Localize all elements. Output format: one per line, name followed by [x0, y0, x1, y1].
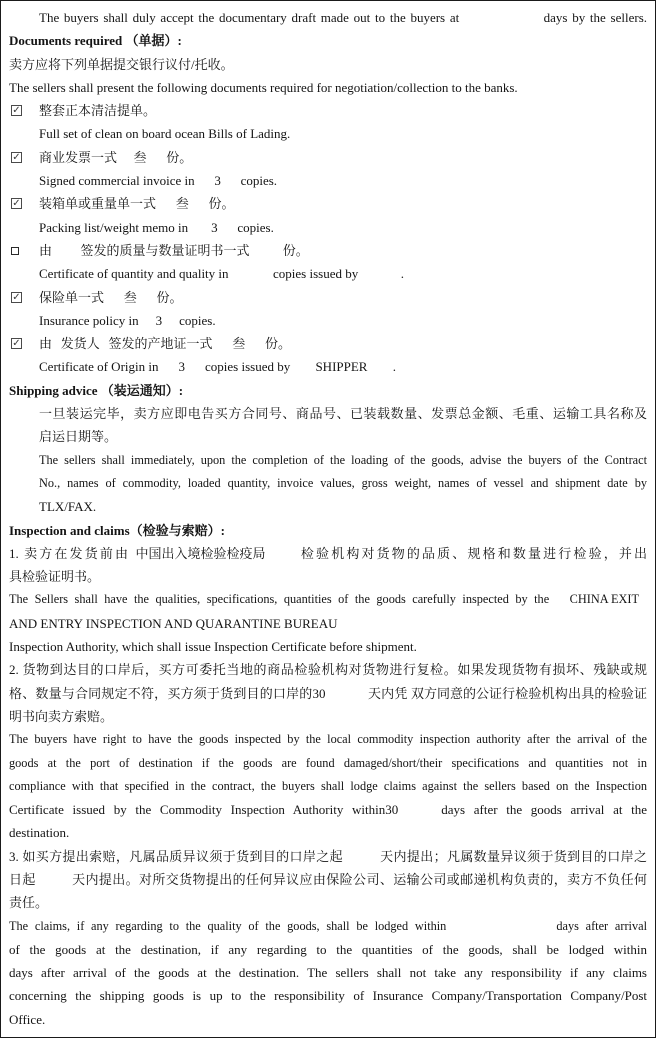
text-run: copies issued by [201, 359, 294, 375]
text-run: TLX/FAX. [39, 499, 97, 515]
blank-field-value: 叁 [117, 146, 163, 169]
text-line [9, 192, 647, 215]
text-run: 格、数量与合同规定不符，买方须于货到目的口岸的 [9, 685, 313, 701]
text-line [9, 286, 647, 309]
text-run: of the goods at the destination, if any regarding to the quantities of the goods, shall be lodged within [9, 941, 647, 957]
text-line [9, 332, 647, 355]
text-run: Certificate issued by the Commodity Inspection Authority within [9, 802, 386, 818]
text-line [9, 938, 647, 961]
text-run: 签发的产地证一式 [105, 336, 216, 352]
text-line [9, 262, 647, 285]
text-run: The sellers shall present the following documents required for negotiation/collection to the banks. [9, 79, 518, 95]
text-line [9, 915, 647, 938]
blank-field-empty [55, 239, 77, 262]
text-line [9, 635, 647, 658]
text-run: 启运日期等。 [39, 429, 118, 445]
blank-field-value: 3 [195, 169, 241, 192]
text-run: 份。 [282, 242, 309, 258]
text-line [9, 891, 647, 914]
text-line [9, 775, 647, 798]
checkbox-unchecked-icon [11, 247, 19, 255]
text-run: copies. [237, 219, 274, 235]
text-line [9, 449, 647, 472]
blank-field-empty [362, 262, 398, 285]
checkbox-checked-icon [11, 292, 22, 303]
text-run: 整套正本清洁提单。 [39, 103, 157, 119]
text-line [9, 565, 647, 588]
text-run: Shipping advice （装运通知）: [9, 382, 184, 398]
text-line [9, 53, 647, 76]
text-run: 日起 [9, 871, 36, 887]
text-run: 由 [39, 242, 56, 258]
text-line [9, 239, 647, 262]
text-run: Documents required （单据）: [9, 33, 182, 49]
text-line [9, 402, 647, 425]
text-run: . [389, 359, 396, 375]
text-line [9, 29, 647, 52]
text-run: 检验机构对货物的品质、规格和数量进行检验，并出 [295, 545, 647, 561]
blank-field-empty [232, 262, 270, 285]
blank-field-empty [464, 6, 539, 29]
text-run: 卖方应将下列单据提交银行议付/托收。 [9, 56, 234, 72]
text-line [9, 1008, 647, 1031]
text-run: No., names of commodity, loaded quantity, invoice values, gross weight, names of vessel and shipment date by [39, 475, 647, 490]
blank-field-value: 双方同意的公证行 [411, 682, 515, 705]
text-run: days by the sellers. [538, 10, 647, 25]
text-line [9, 682, 647, 705]
text-line [9, 798, 647, 821]
text-run: 检验机构出具的检验证 [515, 685, 647, 701]
blank-field-value: 30 [313, 682, 365, 705]
text-run: 天内提出；凡属数量异议须于货到目的口岸之 [376, 848, 647, 864]
checkbox-checked-icon [11, 338, 22, 349]
text-run: 装箱单或重量单一式 [39, 196, 160, 212]
text-run: 责任。 [9, 895, 49, 911]
text-run: The buyers shall duly accept the documentary draft made out to the buyers at [39, 10, 464, 25]
text-line [9, 216, 647, 239]
blank-field-value: 发货人 [55, 332, 105, 355]
text-run: Office. [9, 1011, 46, 1027]
text-run: 3. 如买方提出索赔，凡属品质异议须于货到目的口岸之起 [9, 848, 347, 864]
text-run: Inspection Authority, which shall issue Inspection Certificate before shipment. [9, 639, 417, 655]
text-line [9, 658, 647, 681]
text-run: 份。 [153, 289, 183, 305]
text-line [9, 472, 647, 495]
text-run: 保险单一式 [39, 289, 108, 305]
text-run: Certificate of quantity and quality in [39, 266, 232, 282]
blank-field-value: 叁 [216, 332, 262, 355]
text-run: Insurance policy in [39, 312, 142, 328]
text-run: concerning the shipping goods is up to the responsibility of Insurance Company/Transportation Company/Post [9, 988, 647, 1004]
text-run: goods at the port of destination if the goods are found damaged/short/their specifications and quantities not in [9, 755, 647, 770]
text-line [9, 6, 647, 29]
blank-field-empty [253, 239, 283, 262]
text-run: Certificate of Origin in [39, 359, 162, 375]
text-line [9, 705, 647, 728]
text-line [9, 122, 647, 145]
text-line [9, 76, 647, 99]
text-run: The Sellers shall have the qualities, specifications, quantities of the goods carefully inspected by the [9, 592, 556, 607]
text-run: 1. 卖方在发货前由 [9, 545, 136, 561]
text-run: compliance with that specified in the contract, the buyers shall lodge claims against the sellers based on the Inspection [9, 778, 647, 793]
text-run: . [397, 266, 404, 282]
text-run: destination. [9, 825, 70, 841]
text-run: Signed commercial invoice in [39, 173, 195, 189]
text-run: 签发的质量与数量证明书一式 [77, 242, 253, 258]
text-run: copies. [175, 312, 216, 328]
text-run: days after arrival [556, 918, 647, 933]
text-run: Full set of clean on board ocean Bills of Lading. [39, 126, 291, 142]
blank-field-value: SHIPPER [293, 355, 389, 378]
text-line [9, 821, 647, 844]
text-run: days after arrival of the goods at the destination. The sellers shall not take any responsibility if any claims [9, 965, 647, 981]
text-line [9, 425, 647, 448]
text-run: 商业发票一式 [39, 149, 118, 165]
text-line [9, 519, 647, 542]
text-line [9, 355, 647, 378]
text-line [9, 309, 647, 332]
blank-field-empty [36, 868, 72, 891]
text-run: copies. [240, 173, 278, 189]
text-run: The buyers have right to have the goods inspected by the local commodity inspection authority after the arrival of the [9, 732, 647, 747]
text-line [9, 612, 647, 635]
text-run: Packing list/weight memo in [39, 219, 192, 235]
text-line [9, 99, 647, 122]
text-run: 份。 [163, 149, 193, 165]
text-run: 具检验证明书。 [9, 569, 101, 585]
text-run: 份。 [261, 336, 292, 352]
text-line [9, 845, 647, 868]
blank-field-value: CHINA EXIT [556, 588, 647, 611]
text-line [9, 752, 647, 775]
text-run: 明书向卖方索赔。 [9, 708, 114, 724]
blank-field-value: AND ENTRY INSPECTION AND QUARANTINE BUREAU [9, 612, 354, 635]
checkbox-checked-icon [11, 152, 22, 163]
text-run: 天内提出。对所交货物提出的任何异议应由保险公司、运输公司或邮递机构负责的，卖方不负任何 [71, 871, 647, 887]
blank-field-value: 中国出入境检验检疫局 [136, 542, 296, 565]
blank-field-value: 30 [385, 798, 441, 821]
text-line [9, 542, 647, 565]
blank-field-empty [446, 915, 556, 938]
text-line [9, 728, 647, 751]
checkbox-checked-icon [11, 198, 22, 209]
text-run: 份。 [205, 196, 235, 212]
text-line [9, 961, 647, 984]
text-line [9, 146, 647, 169]
text-line [9, 984, 647, 1007]
checkbox-checked-icon [11, 105, 22, 116]
text-line [9, 379, 647, 402]
text-line [9, 588, 647, 611]
blank-field-empty [347, 845, 377, 868]
text-run: 2. 货物到达目的口岸后，买方可委托当地的商品检验机构对货物进行复检。如果发现货物有损坏、残缺或规 [9, 662, 647, 678]
text-run: The sellers shall immediately, upon the completion of the loading of the goods, advise the buyers of the Contract [39, 452, 647, 467]
blank-field-value: 3 [191, 216, 237, 239]
text-run: 天内凭 [364, 685, 411, 701]
text-line [9, 169, 647, 192]
blank-field-value: 3 [142, 309, 176, 332]
text-run: 由 [39, 336, 56, 352]
blank-field-value: 3 [162, 355, 202, 378]
blank-field-value: 叁 [107, 286, 153, 309]
text-line [9, 868, 647, 891]
text-run: days after the goods arrival at the [441, 802, 647, 818]
text-run: copies issued by [269, 266, 362, 282]
text-run: 一旦装运完毕，卖方应即电告买方合同号、商品号、已装载数量、发票总金额、毛重、运输工具名称及 [39, 406, 647, 422]
blank-field-value: 叁 [159, 192, 205, 215]
text-run: Inspection and claims（检验与索赔）: [9, 522, 225, 538]
text-run: The claims, if any regarding to the quality of the goods, shall be lodged within [9, 918, 447, 933]
text-line [9, 495, 647, 518]
